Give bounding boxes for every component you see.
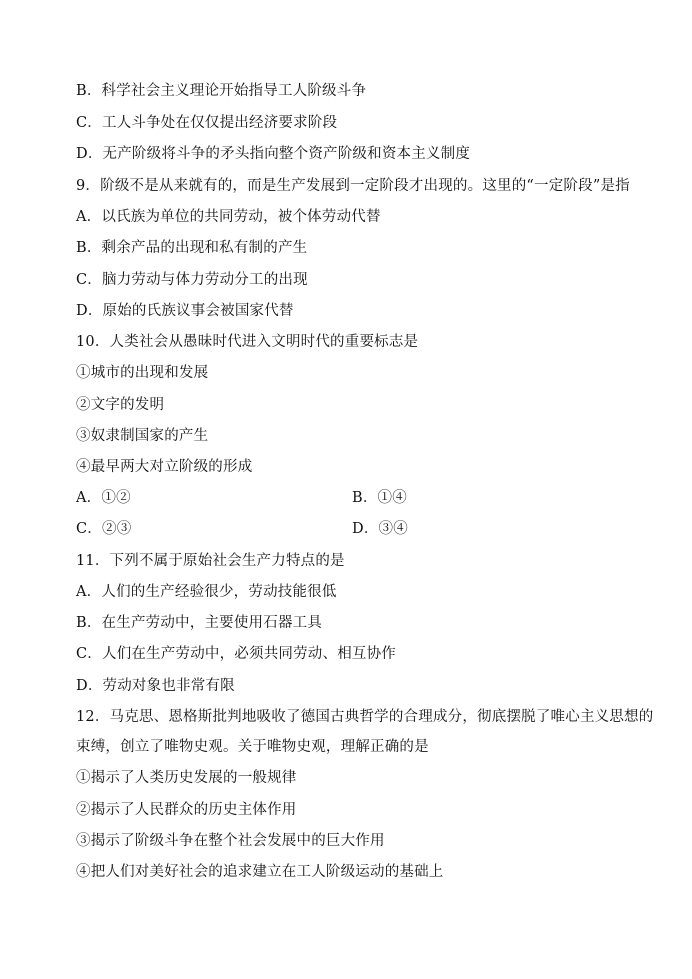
q8-option-b: B．科学社会主义理论开始指导工人阶级斗争: [76, 83, 367, 99]
q11-option-a: A．人们的生产经验很少，劳动技能很低: [76, 584, 337, 600]
q12-stem-line-1: 12．马克思、恩格斯批判地吸收了德国古典哲学的合理成分，彻底摆脱了唯心主义思想的: [76, 709, 654, 725]
q10-option-b: B．①④: [352, 490, 407, 506]
q10-item-4: ④最早两大对立阶级的形成: [76, 459, 253, 475]
q10-item-2: ②文字的发明: [76, 397, 165, 413]
q11-option-c: C．人们在生产劳动中，必须共同劳动、相互协作: [76, 646, 396, 662]
q11-option-b: B．在生产劳动中，主要使用石器工具: [76, 615, 323, 631]
q9-option-d: D．原始的氏族议事会被国家代替: [76, 303, 294, 319]
q9-option-c: C．脑力劳动与体力劳动分工的出现: [76, 272, 308, 288]
q12-item-1: ①揭示了人类历史发展的一般规律: [76, 770, 297, 786]
q10-option-a: A．①②: [76, 490, 131, 506]
q12-item-2: ②揭示了人民群众的历史主体作用: [76, 802, 297, 818]
q10-stem: 10．人类社会从愚昧时代进入文明时代的重要标志是: [76, 334, 419, 350]
q9-option-a: A．以氏族为单位的共同劳动，被个体劳动代替: [76, 209, 381, 225]
q9-option-b: B．剩余产品的出现和私有制的产生: [76, 240, 308, 256]
q8-option-c: C．工人斗争处在仅仅提出经济要求阶段: [76, 115, 338, 131]
q11-option-d: D．劳动对象也非常有限: [76, 678, 235, 694]
q12-stem-line-2: 束缚，创立了唯物史观。关于唯物史观，理解正确的是: [76, 739, 429, 755]
q10-item-3: ③奴隶制国家的产生: [76, 428, 209, 444]
q8-option-d: D．无产阶级将斗争的矛头指向整个资产阶级和资本主义制度: [76, 146, 471, 162]
q9-stem: 9．阶级不是从来就有的，而是生产发展到一定阶段才出现的。这里的“一定阶段”是指: [76, 178, 630, 194]
q10-option-d: D．③④: [352, 521, 408, 537]
q12-item-3: ③揭示了阶级斗争在整个社会发展中的巨大作用: [76, 833, 385, 849]
q11-stem: 11．下列不属于原始社会生产力特点的是: [76, 553, 345, 569]
q10-item-1: ①城市的出现和发展: [76, 365, 209, 381]
q10-option-c: C．②③: [76, 521, 132, 537]
q12-item-4: ④把人们对美好社会的追求建立在工人阶级运动的基础上: [76, 864, 444, 880]
